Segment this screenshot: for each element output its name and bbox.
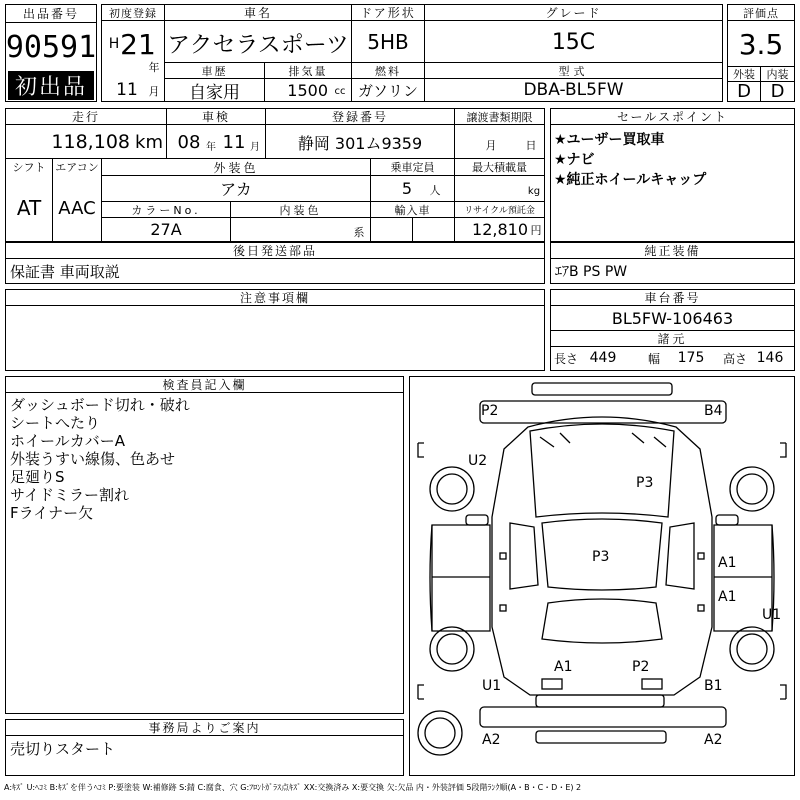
- height: 146: [756, 350, 784, 366]
- damage-mark: U1: [482, 678, 502, 694]
- mileage: 118,108: [51, 131, 130, 153]
- damage-mark: A2: [482, 732, 501, 748]
- score-label: 評価点: [728, 5, 794, 21]
- reg-year-unit: 年: [148, 61, 160, 74]
- plate-number: 静岡 301ム9359: [297, 133, 423, 153]
- width-label: 幅: [647, 351, 660, 366]
- damage-mark: B4: [704, 403, 723, 419]
- inspection-month-unit: 月: [250, 141, 260, 153]
- car-name-label: 車名: [165, 5, 351, 21]
- model: DBA-BL5FW: [523, 80, 624, 100]
- grade-label: グレード: [425, 5, 722, 21]
- score-box: [727, 4, 795, 102]
- sales-points-label: セールスポイント: [551, 109, 794, 125]
- inspector-notes-label: 検査員記入欄: [6, 377, 403, 393]
- reg-month-unit: 月: [148, 85, 160, 98]
- color-no: 27A: [150, 220, 182, 239]
- damage-mark: U2: [468, 453, 488, 469]
- ext-score: D: [737, 81, 751, 102]
- displacement: 1500: [287, 80, 328, 100]
- first-listing-badge: 初出品: [8, 71, 94, 100]
- ext-label: 外装: [733, 68, 755, 81]
- load-label: 最大積載量: [472, 161, 527, 174]
- door-type: 5HB: [367, 30, 409, 54]
- inspector-note-line: 足廻りS: [10, 468, 65, 486]
- damage-mark: A1: [718, 589, 737, 605]
- inspector-notes-box: [5, 376, 404, 714]
- inspector-note-line: 外装うすい線傷、色あせ: [10, 450, 176, 468]
- transfer-label: 譲渡書類期限: [455, 109, 544, 125]
- fuel: ガソリン: [357, 81, 418, 100]
- height-label: 高さ: [723, 351, 748, 366]
- reg-year: 21: [120, 27, 156, 61]
- damage-mark: A2: [704, 732, 723, 748]
- damage-mark: U1: [762, 607, 782, 623]
- factory-equipment: ｴｱB PS PW: [555, 264, 628, 280]
- recycle-unit: 円: [530, 224, 542, 237]
- capacity-label: 乗車定員: [390, 161, 435, 174]
- later-parts-label: 後日発送部品: [6, 243, 544, 259]
- chassis-box: [550, 289, 795, 371]
- factory-equipment-box: [550, 242, 795, 284]
- width: 175: [677, 350, 705, 366]
- ac-label: エアコン: [55, 161, 99, 174]
- damage-mark: P3: [592, 549, 610, 565]
- inspector-note-line: サイドミラー割れ: [10, 486, 129, 504]
- history-label: 車歴: [201, 64, 228, 78]
- damage-mark: P3: [636, 475, 654, 491]
- car-name: アクセラスポーツ: [167, 31, 349, 58]
- mileage-unit: km: [135, 131, 163, 153]
- era: H: [108, 36, 120, 52]
- int-label: 内装: [766, 68, 789, 81]
- damage-mark: P2: [481, 403, 499, 419]
- recycle-fee: 12,810: [472, 220, 528, 239]
- chassis-label: 車台番号: [551, 290, 794, 306]
- model-label: 型式: [558, 64, 589, 78]
- inspection-year-unit: 年: [206, 141, 216, 153]
- displacement-label: 排気量: [288, 64, 328, 78]
- body-color: アカ: [220, 179, 252, 199]
- lot-number: 90591: [5, 29, 97, 65]
- transfer-month-unit: 月: [485, 139, 497, 152]
- sales-point-item: ★ユーザー買取車: [554, 132, 665, 148]
- inspection-year: 08: [177, 131, 201, 153]
- ac: AAC: [58, 197, 96, 219]
- notes-label: 注意事項欄: [6, 290, 544, 306]
- int-score: D: [770, 81, 785, 102]
- office-notice: 売切りスタート: [10, 739, 116, 758]
- later-parts-box: [5, 242, 545, 284]
- later-parts: 保証書 車両取説: [10, 262, 120, 281]
- door-label: ドア形状: [352, 5, 424, 21]
- inspector-note-line: ホイールカバーA: [10, 432, 125, 450]
- chassis-number: BL5FW-106463: [611, 308, 734, 328]
- first-reg-label: 初度登録: [102, 5, 164, 21]
- office-notice-label: 事務局よりご案内: [6, 720, 403, 736]
- office-notice-box: [5, 719, 404, 776]
- inspection-month: 11: [222, 131, 246, 153]
- inspector-note-line: シートへたり: [10, 414, 101, 432]
- mileage-label: 走行: [6, 109, 166, 125]
- damage-mark: B1: [704, 678, 723, 694]
- dims-label: 諸元: [657, 332, 688, 346]
- damage-mark: A1: [554, 659, 573, 675]
- car-diagram-box: [409, 376, 795, 776]
- lot-number-label: 出品番号: [6, 5, 96, 23]
- int-color-suffix: 系: [353, 226, 365, 239]
- length: 449: [589, 350, 617, 366]
- grade: 15C: [551, 29, 596, 55]
- reg-month: 11: [116, 80, 138, 100]
- sales-point-item: ★純正ホイールキャップ: [554, 172, 707, 188]
- damage-mark: A1: [718, 555, 737, 571]
- sales-points-box: [550, 108, 795, 242]
- transfer-day-unit: 日: [525, 139, 537, 152]
- load-unit: kg: [527, 185, 541, 197]
- shift-label: シフト: [12, 161, 46, 174]
- inspection-label: 車検: [167, 109, 265, 125]
- inspector-note-line: ダッシュボード切れ・破れ: [10, 396, 190, 414]
- color-label: 外装色: [213, 160, 259, 175]
- length-label: 長さ: [554, 351, 579, 366]
- sales-point-item: ★ナビ: [554, 152, 595, 168]
- notes-box: [5, 289, 545, 371]
- legend: A:ｷｽﾞ U:ﾍｺﾐ B:ｷｽﾞを伴うﾍｺﾐ P:要塗装 W:補修跡 S:錆 C:腐食、穴 G:ﾌﾛﾝﾄｶﾞﾗｽ点ｷｽﾞ XX:交換済み X:要交換 欠:欠品 内・外装評価 5段階ﾗﾝｸ順(A・B・C・D・E) 2: [4, 782, 582, 792]
- history: 自家用: [189, 82, 240, 103]
- capacity: 5: [401, 178, 413, 198]
- inspector-note-line: Fライナー欠: [10, 504, 94, 522]
- score: 3.5: [738, 27, 784, 61]
- factory-equipment-label: 純正装備: [551, 243, 794, 259]
- capacity-unit: 人: [429, 184, 441, 197]
- int-color-label: 内装色: [279, 203, 322, 217]
- car-diagram: [410, 377, 794, 775]
- fuel-label: 燃料: [375, 64, 401, 78]
- import-label: 輸入車: [394, 203, 431, 217]
- plate-label: 登録番号: [266, 109, 454, 125]
- displacement-unit: cc: [334, 85, 346, 97]
- recycle-label: リサイクル預託金: [464, 206, 535, 216]
- damage-mark: P2: [632, 659, 650, 675]
- shift: AT: [16, 196, 42, 220]
- lot-number-box: [5, 4, 97, 102]
- color-no-label: カラーNo.: [131, 203, 201, 217]
